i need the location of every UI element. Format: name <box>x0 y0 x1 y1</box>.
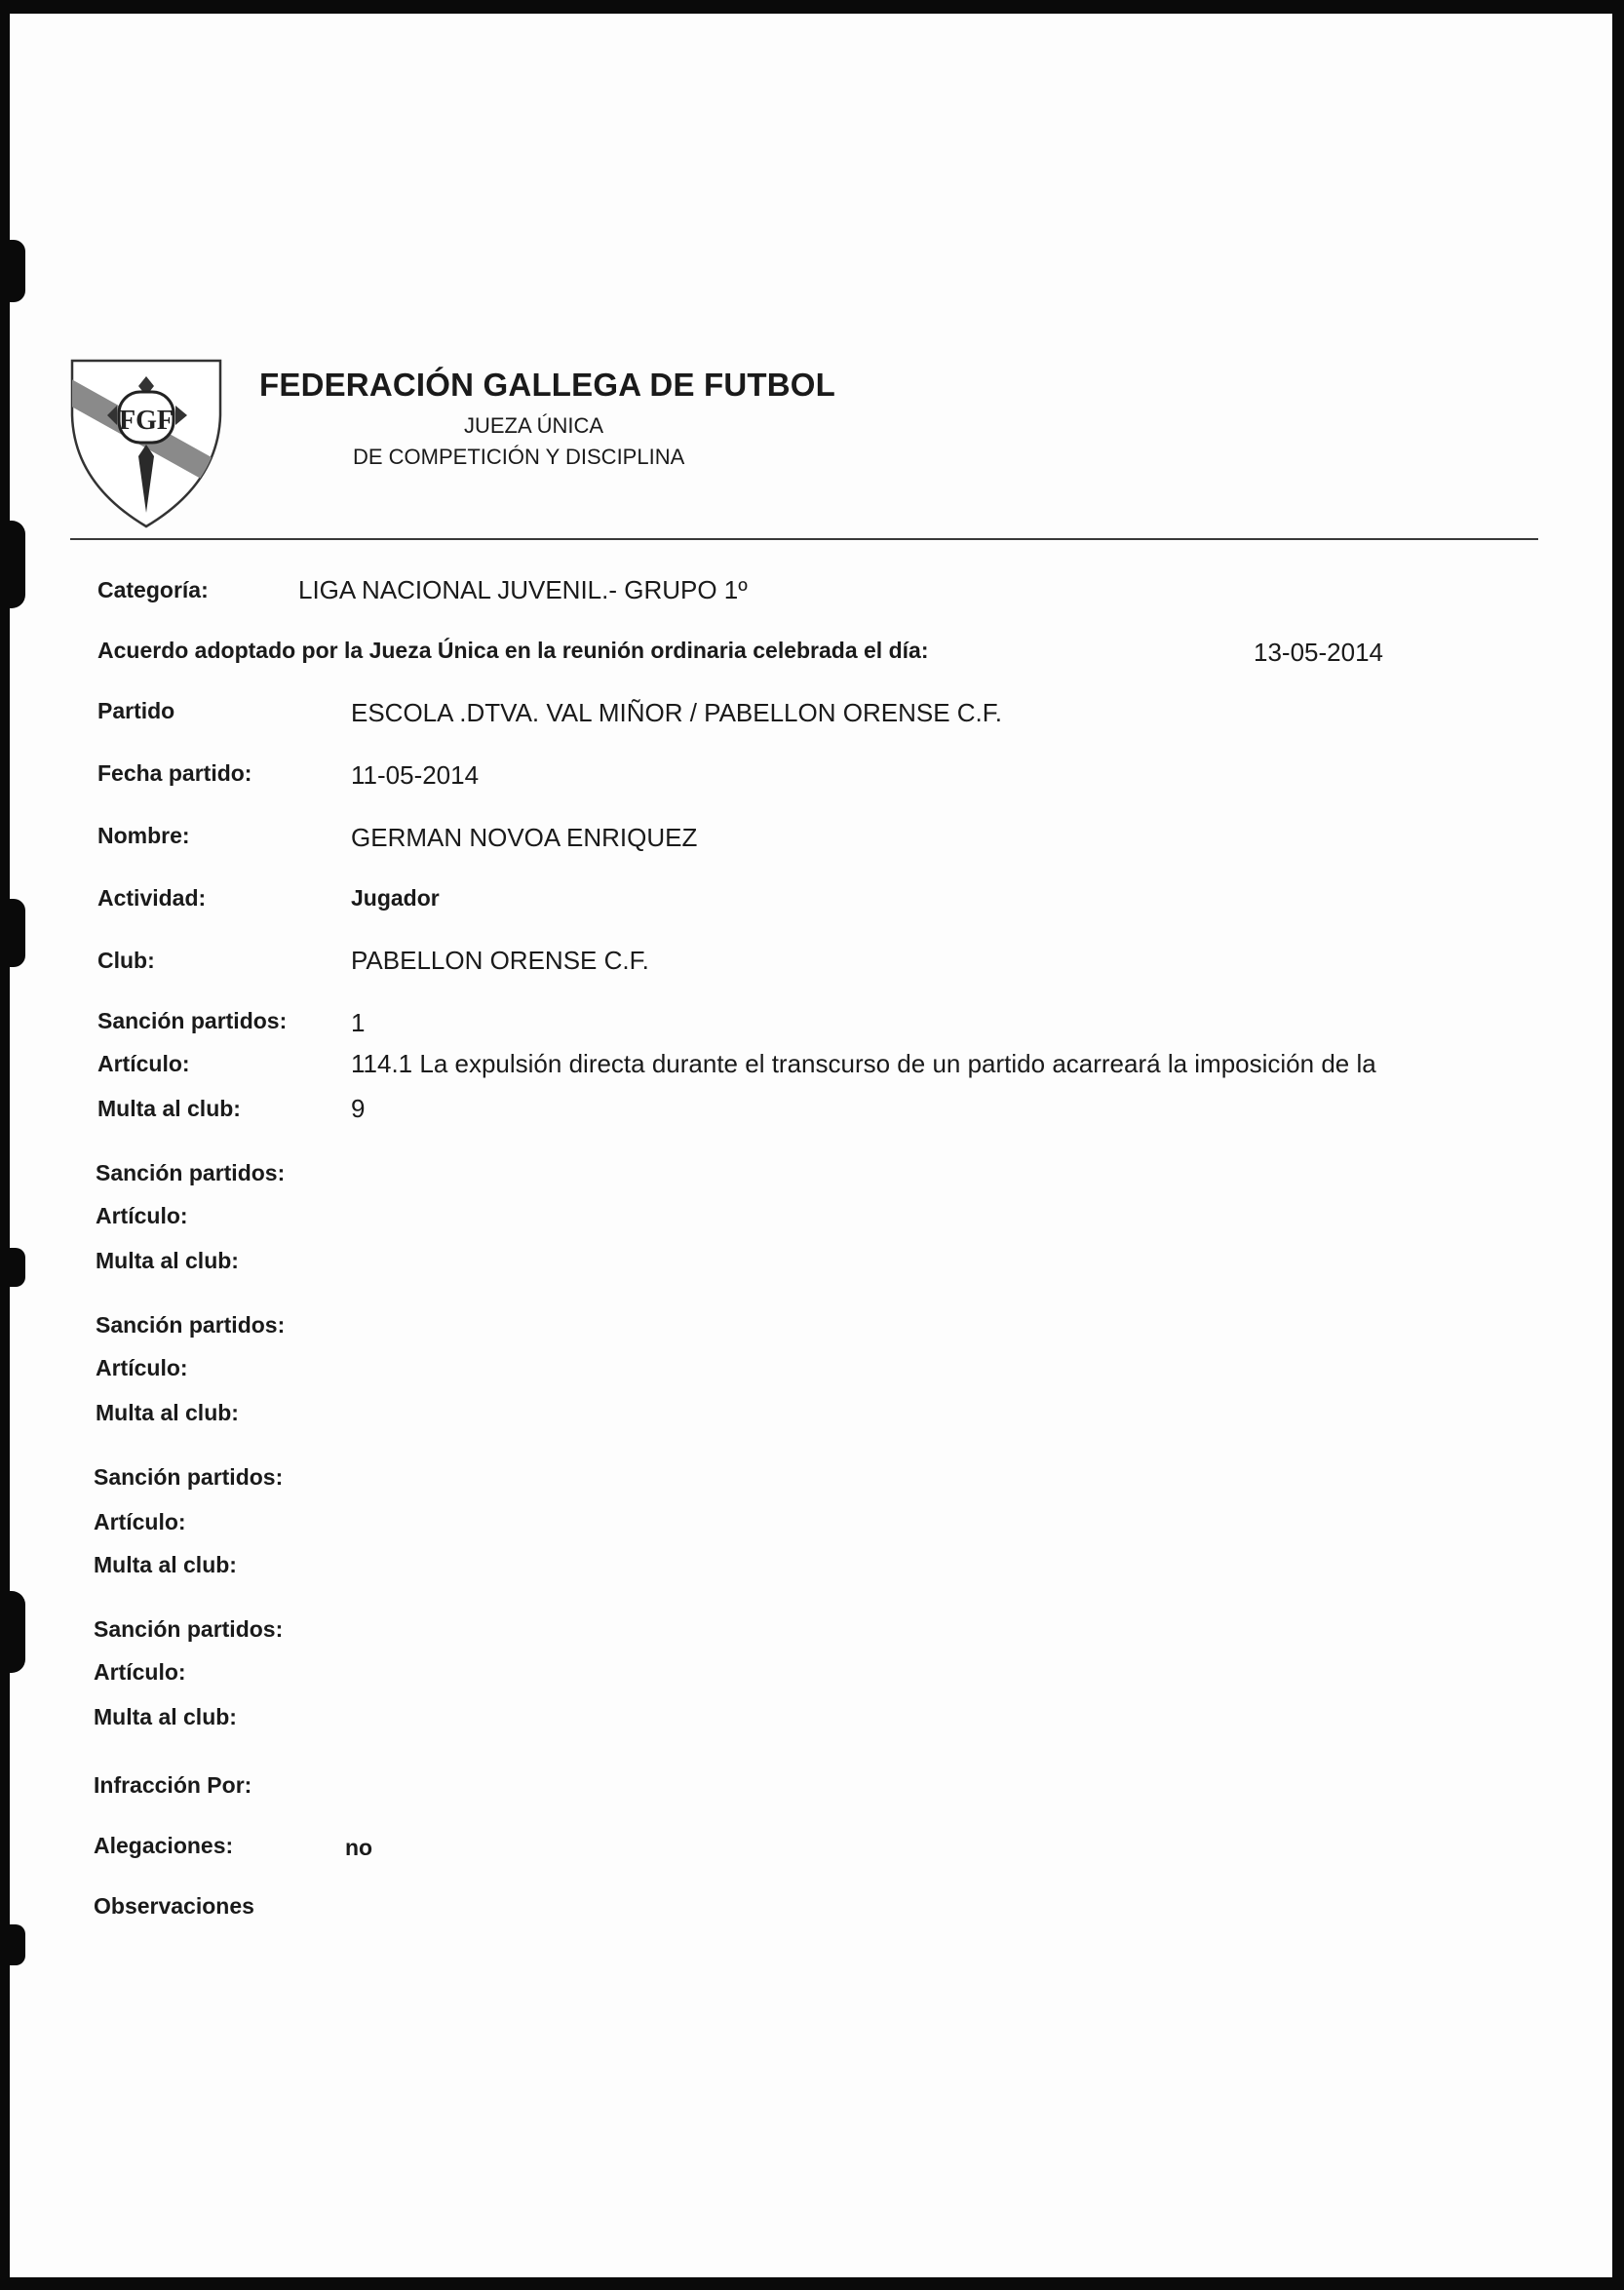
scan-mark <box>10 1924 25 1965</box>
infraccion-label: Infracción Por: <box>94 1772 252 1798</box>
articulo-value: 114.1 La expulsión directa durante el transcurso de un partido acarreará la imposición de la <box>351 1049 1376 1078</box>
scan-mark <box>10 899 25 967</box>
document-page <box>10 14 1612 2277</box>
scan-mark <box>10 1591 25 1673</box>
federation-crest-icon <box>66 347 227 530</box>
articulo-label: Artículo: <box>94 1659 186 1685</box>
multa-club-label: Multa al club: <box>97 1096 241 1121</box>
sancion-partidos-label: Sanción partidos: <box>96 1160 286 1185</box>
categoria-value: LIGA NACIONAL JUVENIL.- GRUPO 1º <box>298 575 748 604</box>
articulo-label: Artículo: <box>94 1509 186 1534</box>
header-divider <box>70 538 1538 540</box>
organization-name: FEDERACIÓN GALLEGA DE FUTBOL <box>259 367 836 403</box>
sancion-partidos-label: Sanción partidos: <box>97 1008 288 1033</box>
multa-club-label: Multa al club: <box>94 1704 237 1729</box>
sancion-partidos-label: Sanción partidos: <box>94 1464 284 1490</box>
observaciones-label: Observaciones <box>94 1893 254 1919</box>
nombre-label: Nombre: <box>97 823 190 848</box>
svg-text:FGF: FGF <box>119 406 174 436</box>
office-name-line-2: DE COMPETICIÓN Y DISCIPLINA <box>353 445 685 469</box>
articulo-label: Artículo: <box>96 1355 188 1380</box>
sancion-partidos-value: 1 <box>351 1008 366 1037</box>
scan-mark <box>10 521 25 608</box>
acuerdo-date: 13-05-2014 <box>1254 638 1383 667</box>
actividad-label: Actividad: <box>97 885 207 911</box>
nombre-value: GERMAN NOVOA ENRIQUEZ <box>351 823 698 852</box>
partido-label: Partido <box>97 698 175 723</box>
alegaciones-value: no <box>345 1835 373 1860</box>
partido-value: ESCOLA .DTVA. VAL MIÑOR / PABELLON ORENSE C.F. <box>351 698 1002 727</box>
articulo-label: Artículo: <box>97 1051 190 1076</box>
club-label: Club: <box>97 948 155 973</box>
club-value: PABELLON ORENSE C.F. <box>351 946 649 975</box>
fecha-partido-label: Fecha partido: <box>97 760 252 786</box>
actividad-value: Jugador <box>351 885 440 911</box>
fecha-partido-value: 11-05-2014 <box>351 760 480 790</box>
multa-club-label: Multa al club: <box>96 1248 239 1273</box>
sancion-partidos-label: Sanción partidos: <box>94 1616 284 1642</box>
multa-club-label: Multa al club: <box>96 1400 239 1425</box>
scan-mark <box>10 240 25 302</box>
office-name-line-1: JUEZA ÚNICA <box>464 413 604 438</box>
multa-club-label: Multa al club: <box>94 1552 237 1577</box>
categoria-label: Categoría: <box>97 577 209 602</box>
multa-club-value: 9 <box>351 1094 366 1123</box>
articulo-label: Artículo: <box>96 1203 188 1228</box>
alegaciones-label: Alegaciones: <box>94 1833 234 1858</box>
scan-mark <box>10 1248 25 1287</box>
acuerdo-label: Acuerdo adoptado por la Jueza Única en la reunión ordinaria celebrada el día: <box>97 638 929 663</box>
sancion-partidos-label: Sanción partidos: <box>96 1312 286 1338</box>
